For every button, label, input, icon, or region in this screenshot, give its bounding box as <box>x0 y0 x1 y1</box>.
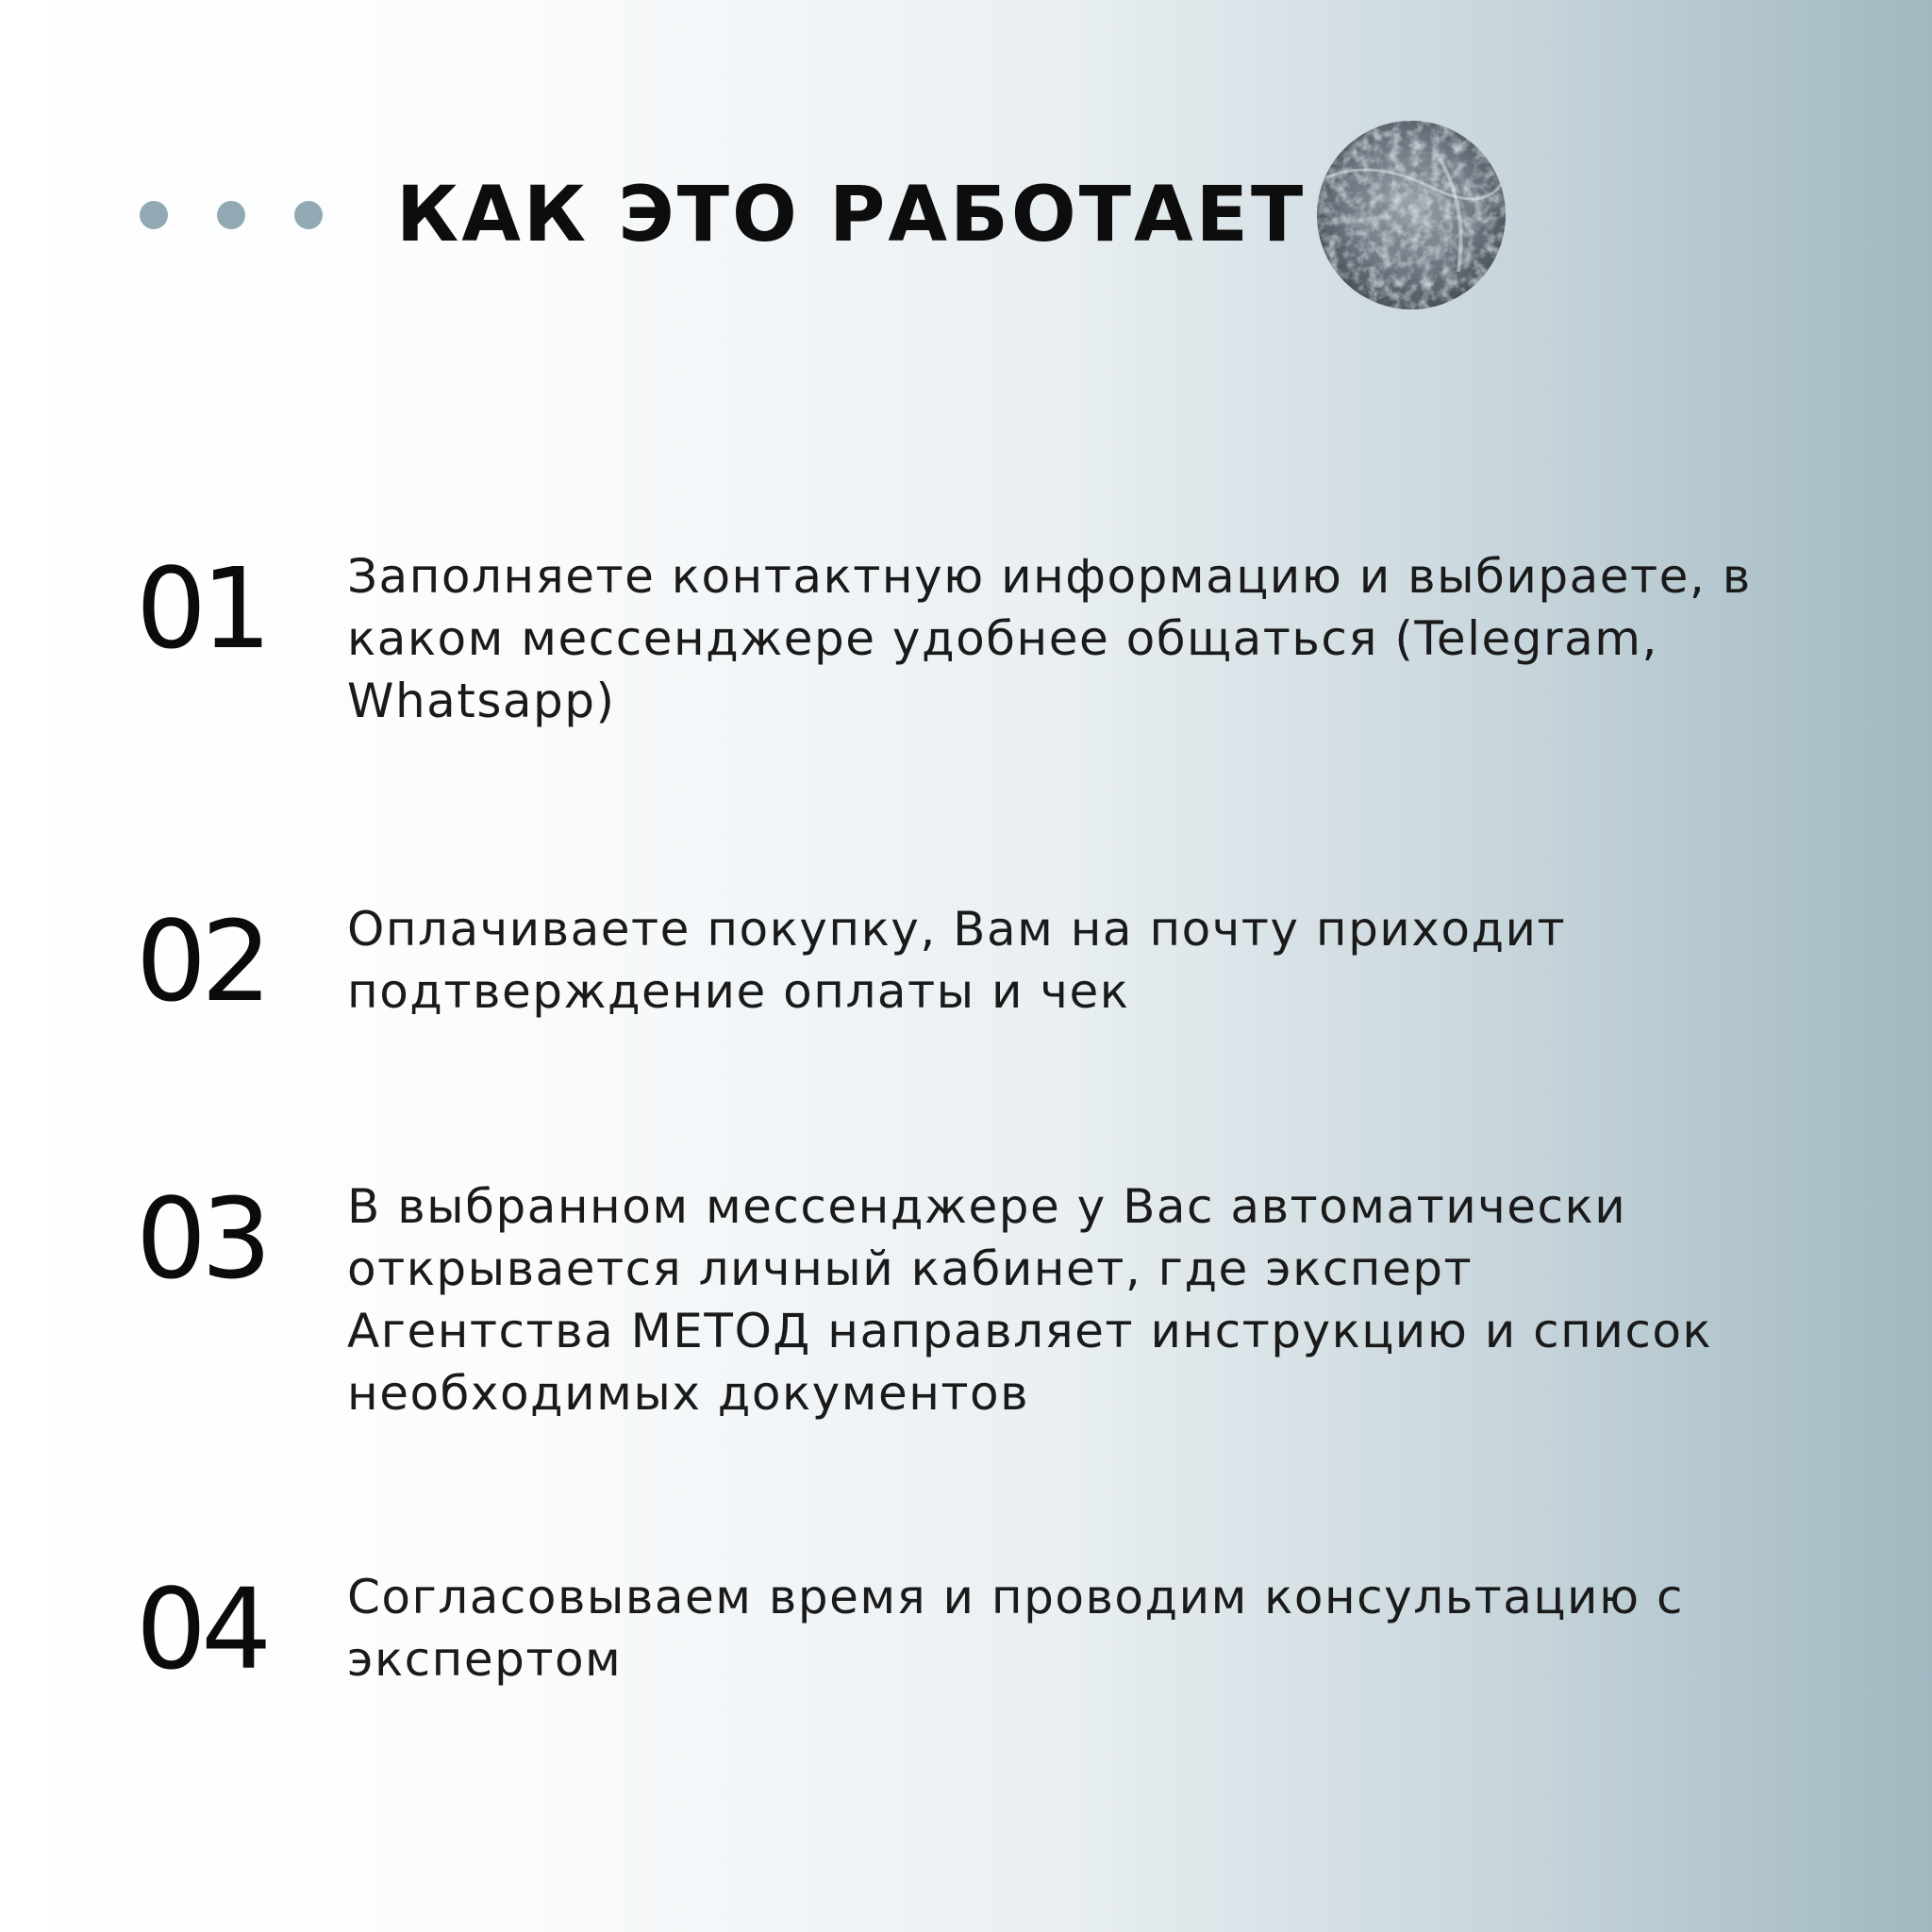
step-text: В выбранном мессенджере у Вас автоматически открывается личный кабинет, где эксперт Агентства МЕТОД направляет инструкцию и список необходимых документов <box>347 1179 1713 1421</box>
step-number: 03 <box>136 1174 267 1304</box>
step-item <box>136 896 1890 1026</box>
dots-decoration <box>140 201 323 229</box>
frost-texture-svg <box>1317 121 1506 309</box>
step-item <box>136 1174 1890 1424</box>
step-number: 02 <box>136 896 267 1026</box>
dot-icon <box>140 201 168 229</box>
step-number: 04 <box>136 1564 267 1694</box>
page-title: КАК ЭТО РАБОТАЕТ <box>396 171 1307 259</box>
step-text: Согласовываем время и проводим консультацию с экспертом <box>347 1570 1684 1687</box>
header <box>140 168 1306 262</box>
step-item <box>136 1564 1890 1694</box>
step-number: 01 <box>136 543 267 674</box>
dot-icon <box>294 201 323 229</box>
step-text: Заполняете контактную информацию и выбираете, в каком мессенджере удобнее общаться (Telegram, Whatsapp) <box>347 549 1752 728</box>
dot-icon <box>217 201 245 229</box>
step-text: Оплачиваете покупку, Вам на почту приходит подтверждение оплаты и чек <box>347 902 1567 1019</box>
step-item <box>136 543 1890 732</box>
frost-texture-circle-icon <box>1317 121 1506 309</box>
